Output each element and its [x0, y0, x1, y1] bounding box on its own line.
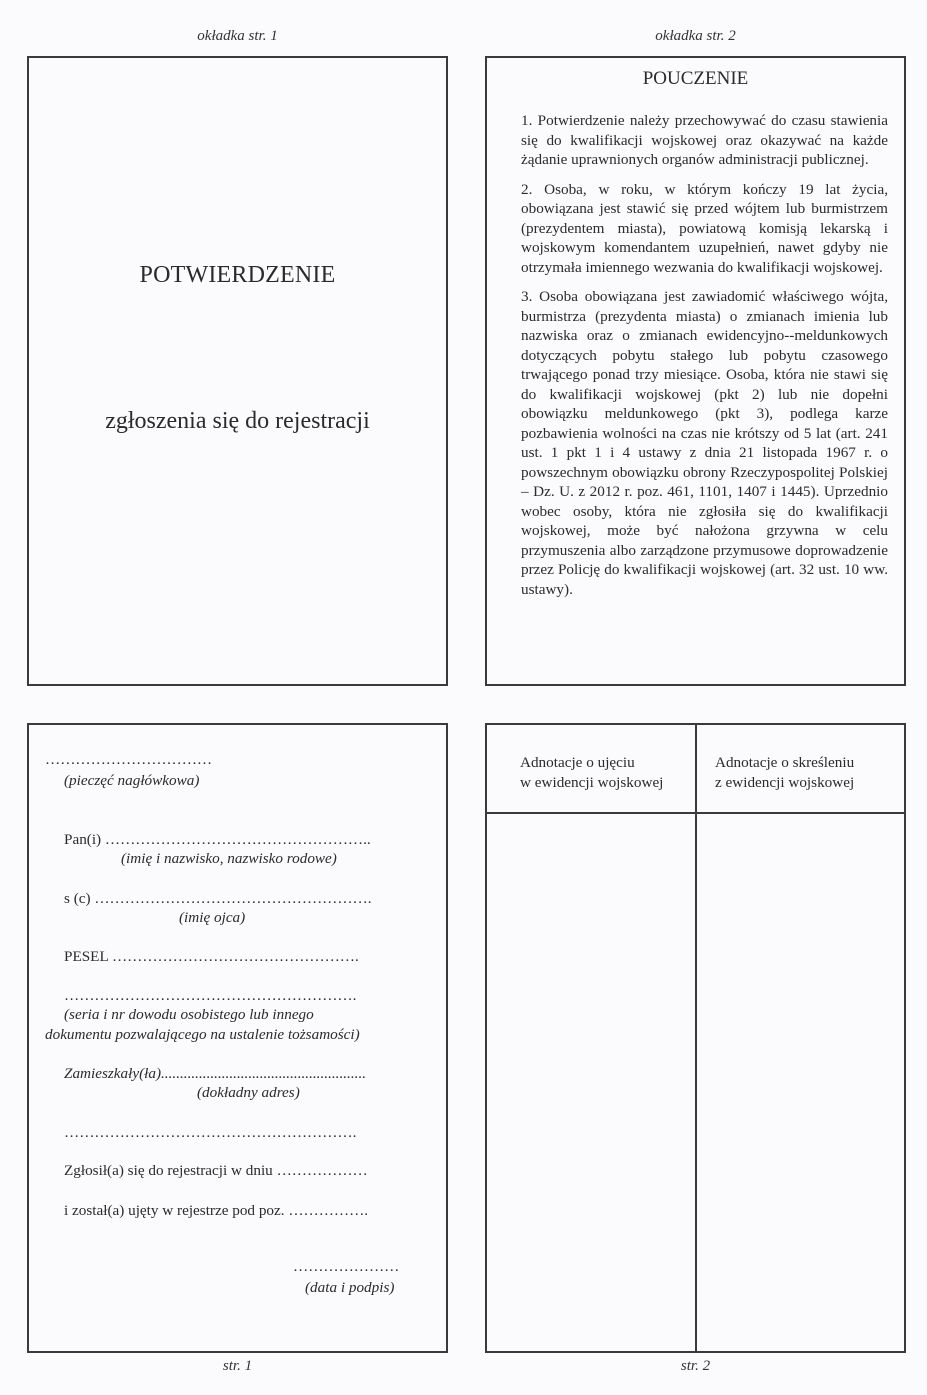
name-field[interactable]: Pan(i) …………………………………………….. [64, 831, 371, 848]
signature-field[interactable]: ………………… [293, 1258, 400, 1275]
form-page-1 [27, 723, 448, 1353]
address-hint: (dokładny adres) [197, 1084, 300, 1101]
father-name-field[interactable]: s (c) ………………………………………………. [64, 890, 372, 907]
father-name-hint: (imię ojca) [179, 909, 246, 926]
id-document-hint-line-1: (seria i nr dowodu osobistego lub innego [64, 1006, 314, 1023]
instructions-body [521, 111, 888, 609]
address-field[interactable]: Zamieszkały(ła)...................................................... [64, 1065, 367, 1082]
caption-cover-page-1: okładka str. 1 [197, 28, 278, 44]
document-title: POTWIERDZENIE [139, 262, 336, 288]
caption-page-2: str. 2 [680, 1358, 711, 1374]
annotations-removal-cell[interactable] [697, 814, 904, 1351]
cover-page-1 [27, 56, 448, 686]
column-header-registration [520, 753, 663, 792]
annotations-registration-cell[interactable] [487, 814, 695, 1351]
register-position-field[interactable]: i został(a) ujęty w rejestrze pod poz. ……………. [64, 1202, 369, 1219]
address-continuation-field[interactable]: …………………………………………………. [64, 1124, 357, 1141]
column-header-removal-line-2: z ewidencji wojskowej [715, 773, 855, 791]
id-document-hint-line-2: dokumentu pozwalającego na ustalenie tożsamości) [45, 1026, 360, 1043]
instructions-title: POUCZENIE [642, 68, 749, 89]
pesel-field[interactable]: PESEL …………………………………………. [64, 948, 359, 965]
column-header-registration-line-1: Adnotacje o ujęciu [520, 754, 635, 771]
id-document-field[interactable]: …………………………………………………. [64, 987, 357, 1004]
column-header-removal-line-1: Adnotacje o skreśleniu [715, 754, 855, 771]
name-hint: (imię i nazwisko, nazwisko rodowe) [121, 850, 337, 867]
caption-page-1: str. 1 [222, 1358, 253, 1374]
caption-cover-page-2: okładka str. 2 [655, 28, 736, 44]
form-page-2-annotations-table [485, 723, 906, 1353]
instruction-paragraph-2: 2. Osoba, w roku, w którym kończy 19 lat życia, obowiązana jest stawić się przed wójtem lub burmistrzem (prezydentem miasta), powiatową komisją lekarską i wojskowym komendantem uzupełnień, nawet gdyby nie otrzymała imiennego wezwania do kwalifikacji wojskowej. [521, 180, 888, 276]
stamp-hint: (pieczęć nagłówkowa) [64, 772, 200, 789]
document-subtitle: zgłoszenia się do rejestracji [105, 408, 370, 434]
stamp-field[interactable]: …………………………… [45, 751, 213, 768]
signature-hint: (data i podpis) [305, 1279, 395, 1296]
registration-date-field[interactable]: Zgłosił(a) się do rejestracji w dniu ……………… [64, 1162, 368, 1179]
column-header-removal [715, 753, 854, 792]
instruction-paragraph-1: 1. Potwierdzenie należy przechowywać do czasu stawienia się do kwalifikacji wojskowej oraz okazywać na każde żądanie uprawnionych organów administracji publicznej. [521, 112, 888, 168]
column-header-registration-line-2: w ewidencji wojskowej [520, 773, 664, 791]
cover-page-2-instructions [485, 56, 906, 686]
instruction-paragraph-3: 3. Osoba obowiązana jest zawiadomić właściwego wójta, burmistrza (prezydenta miasta) o zmianach imienia lub nazwiska oraz o zmianach ewidencyjno--meldunkowych dotyczących pobytu stałego lub pobytu czasowego trwającego ponad trzy miesiące. Osoba, która nie stawi się do kwalifikacji wojskowej (pkt 2) lub nie dopełni obowiązku meldunkowego (pkt 3), podlega karze pozbawienia wolności na czas nie krótszy od 5 lat (art. 241 ust. 1 pkt 1 i 4 ustawy z dnia 21 listopada 1967 r. o powszechnym obowiązku obrony Rzeczypospolitej Polskiej – Dz. U. z 2012 r. poz. 461, 1101, 1407 i 1445). Uprzednio wobec osoby, która nie zgłosiła się do kwalifikacji wojskowej, może być nałożona grzywna w celu przymuszenia albo zarządzone przymusowe doprowadzenie przez Policję do kwalifikacji wojskowej (art. 32 ust. 10 ww. ustawy). [521, 288, 888, 598]
